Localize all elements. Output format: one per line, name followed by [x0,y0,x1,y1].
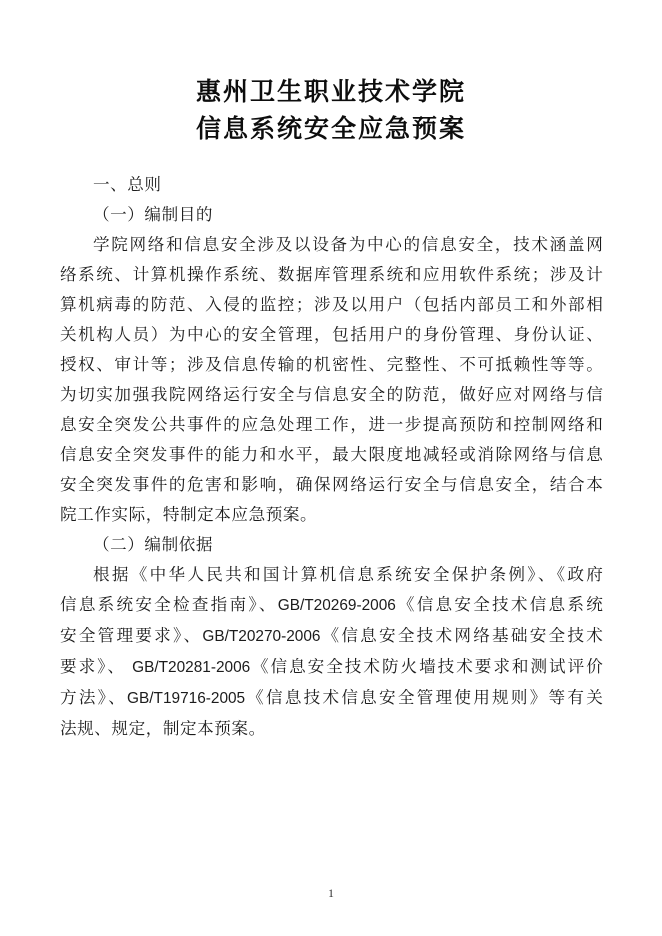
paragraph-2-line-3: 安全管理要求》、GB/T20270-2006《信息安全技术网络基础安全技术 [60,626,603,645]
paragraph-1-line-6: 为切实加强我院网络运行安全与信息安全的防范，做好应对网络与信 [60,385,603,404]
subsection-heading-basis: （二）编制依据 [93,535,214,554]
paragraph-2-line-4: 要求》、 GB/T20281-2006《信息安全技术防火墙技术要求和测试评价 [60,657,603,676]
standard-code: GB/T20270-2006 [202,628,321,645]
title-line-subject: 信息系统安全应急预案 [195,115,466,143]
standard-code: GB/T20281-2006 [132,659,251,676]
paragraph-1-line-10: 院工作实际，特制定本应急预案。 [60,505,318,524]
paragraph-2-line-5: 方法》、GB/T19716-2005《信息技术信息安全管理使用规则》等有关 [60,688,603,707]
paragraph-2-line-1: 根据《中华人民共和国计算机信息系统安全保护条例》、《政府 [93,565,603,584]
paragraph-1-line-5: 授权、审计等；涉及信息传输的机密性、完整性、不可抵赖性等等。 [60,355,603,374]
subsection-heading-purpose: （一）编制目的 [93,205,214,224]
document-body [60,170,603,744]
title-line-organization: 惠州卫生职业技术学院 [195,78,466,106]
section-heading-general-rules: 一、总则 [93,175,162,194]
paragraph-2-line-2: 信息系统安全检查指南》、GB/T20269-2006《信息安全技术信息系统 [60,595,603,614]
paragraph-1-line-9: 安全突发事件的危害和影响，确保网络运行安全与信息安全，结合本 [60,475,603,494]
page-number: 1 [328,888,334,900]
paragraph-1-line-3: 算机病毒的防范、入侵的监控；涉及以用户（包括内部员工和外部相 [60,295,603,314]
standard-code: GB/T19716-2005 [127,690,246,707]
paragraph-1-line-2: 络系统、计算机操作系统、数据库管理系统和应用软件系统；涉及计 [60,265,603,284]
paragraph-1-line-1: 学院网络和信息安全涉及以设备为中心的信息安全，技术涵盖网 [93,235,603,254]
paragraph-1-line-4: 关机构人员）为中心的安全管理，包括用户的身份管理、身份认证、 [60,325,603,344]
paragraph-1-line-8: 信息安全突发事件的能力和水平，最大限度地减轻或消除网络与信息 [60,445,603,464]
document-title [0,74,662,148]
paragraph-1-line-7: 息安全突发公共事件的应急处理工作，进一步提高预防和控制网络和 [60,415,603,434]
paragraph-2-line-6: 法规、规定，制定本预案。 [60,719,266,738]
standard-code: GB/T20269-2006 [277,597,396,614]
